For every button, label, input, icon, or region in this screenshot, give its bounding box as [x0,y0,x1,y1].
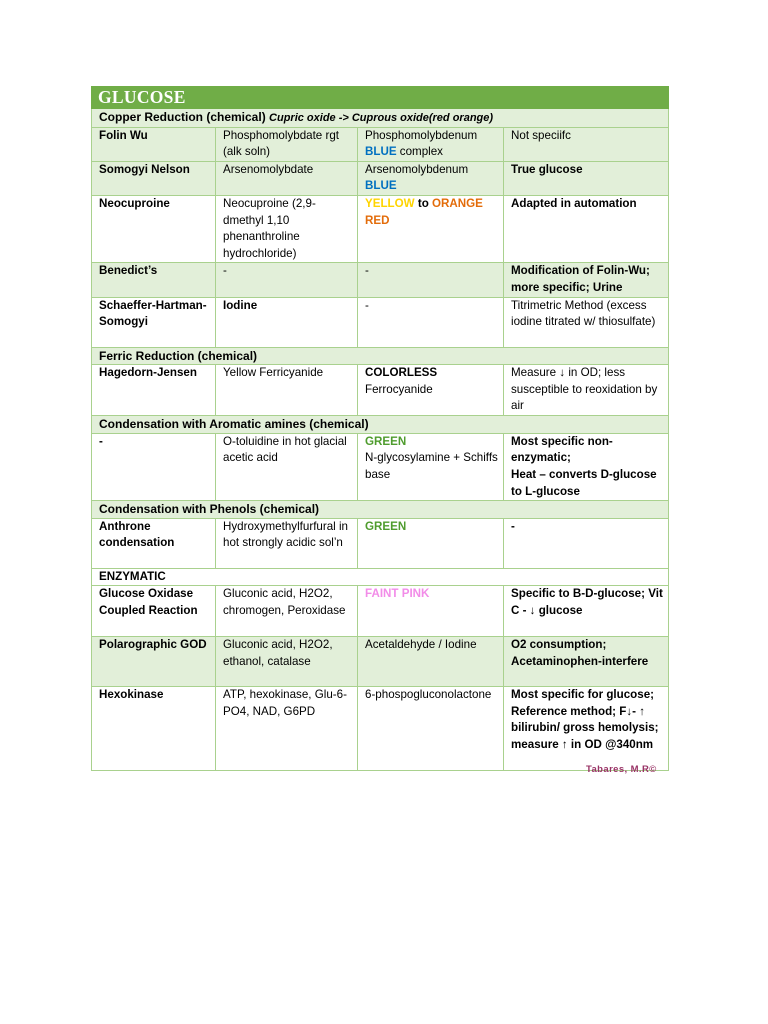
method-cell: Somogyi Nelson [92,161,216,195]
method-cell: Hagedorn-Jensen [92,365,216,416]
table-row [92,586,669,637]
section-phenols [92,501,669,519]
reagent-cell: ATP, hexokinase, Glu-6-PO4, NAD, G6PD [216,687,358,771]
notes-cell: Most specific for glucose; Reference method; F↓- ↑ bilirubin/ gross hemolysis; measure ↑ in OD @340nm [504,687,669,771]
table-row [92,297,669,347]
method-cell: - [92,433,216,500]
notes-cell: Titrimetric Method (excess iodine titrated w/ thiosulfate) [504,297,669,347]
product-cell: Arsenomolybdenum BLUE [358,161,504,195]
notes-cell: Modification of Folin-Wu; more specific; Urine [504,263,669,297]
notes-cell: Not speciifc [504,127,669,161]
notes-cell: Measure ↓ in OD; less susceptible to reoxidation by air [504,365,669,416]
product-cell: Phosphomolybdenum BLUE complex [358,127,504,161]
table-row [92,518,669,568]
notes-cell: O2 consumption; Acetaminophen-interfere [504,637,669,687]
color-label: BLUE [365,179,397,193]
method-cell: Polarographic GOD [92,637,216,687]
reagent-cell: - [216,263,358,297]
section-label: Condensation with Phenols (chemical) [92,501,669,519]
product-cell: COLORLESS Ferrocyanide [358,365,504,416]
table-row [92,365,669,416]
product-cell: YELLOW to ORANGE RED [358,195,504,262]
table-row [92,161,669,195]
reagent-cell: O-toluidine in hot glacial acetic acid [216,433,358,500]
method-cell: Glucose Oxidase Coupled Reaction [92,586,216,637]
section-label: Copper Reduction (chemical) [99,110,266,124]
section-aromatic-amines [92,416,669,434]
table-title-row [92,87,669,109]
color-label: ORANGE RED [365,196,483,227]
product-cell: Acetaldehyde / Iodine [358,637,504,687]
section-subtitle: Cupric oxide -> Cuprous oxide(red orange) [269,112,494,124]
section-label: Ferric Reduction (chemical) [92,347,669,365]
section-enzymatic [92,568,669,586]
method-cell: Hexokinase [92,687,216,771]
product-cell: - [358,297,504,347]
table-title: GLUCOSE [92,87,669,109]
notes-cell: Specific to B-D-glucose; Vit C - ↓ glucose [504,586,669,637]
color-label: BLUE [365,145,397,159]
method-cell: Folin Wu [92,127,216,161]
method-cell: Schaeffer-Hartman- Somogyi [92,297,216,347]
reagent-cell: Gluconic acid, H2O2, ethanol, catalase [216,637,358,687]
author-signature: Tabares, M.R© [586,764,657,775]
table-row [92,433,669,500]
notes-cell: Most specific non-enzymatic; Heat – converts D-glucose to L-glucose [504,433,669,500]
product-cell: GREEN [358,518,504,568]
color-label: COLORLESS [365,366,438,380]
reagent-cell: Phosphomolybdate rgt (alk soln) [216,127,358,161]
table-row [92,637,669,687]
notes-cell: - [504,518,669,568]
section-label: ENZYMATIC [92,568,669,586]
section-ferric-reduction [92,347,669,365]
product-cell: GREEN N-glycosylamine + Schiffs base [358,433,504,500]
method-cell: Anthrone condensation [92,518,216,568]
method-cell: Neocuproine [92,195,216,262]
product-cell: FAINT PINK [358,586,504,637]
product-cell: 6-phospogluconolactone [358,687,504,771]
table-row [92,687,669,771]
reagent-cell: Neocuproine (2,9-dmethyl 1,10 phenanthroline hydrochloride) [216,195,358,262]
method-cell: Benedict’s [92,263,216,297]
product-cell: - [358,263,504,297]
reagent-cell: Iodine [216,297,358,347]
table-row [92,127,669,161]
reagent-cell: Yellow Ferricyanide [216,365,358,416]
reagent-cell: Gluconic acid, H2O2, chromogen, Peroxidase [216,586,358,637]
reagent-cell: Arsenomolybdate [216,161,358,195]
glucose-methods-table [91,86,669,771]
table-row [92,263,669,297]
reagent-cell: Hydroxymethylfurfural in hot strongly acidic sol’n [216,518,358,568]
color-label: GREEN [365,434,407,448]
color-label: YELLOW [365,196,415,210]
notes-cell: True glucose [504,161,669,195]
notes-cell: Adapted in automation [504,195,669,262]
section-copper-reduction [92,109,669,128]
table-row [92,195,669,262]
section-label: Condensation with Aromatic amines (chemical) [92,416,669,434]
